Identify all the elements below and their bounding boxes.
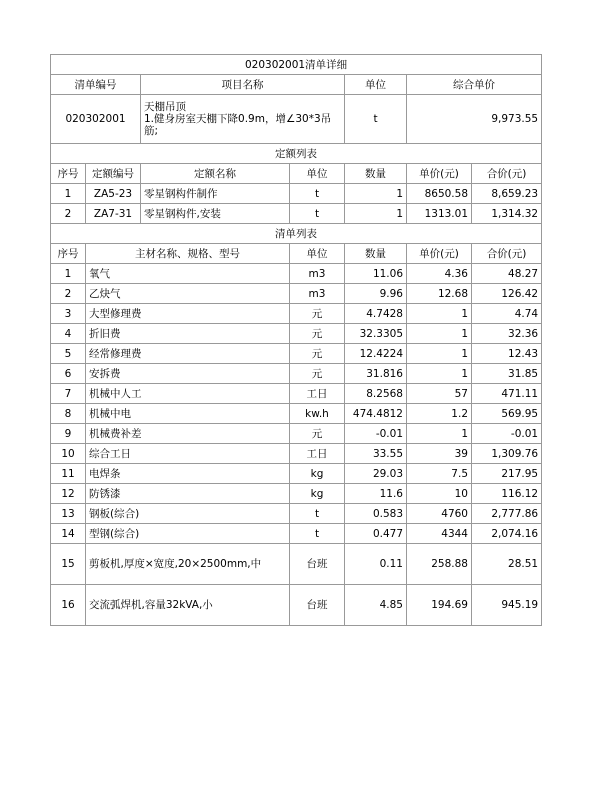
material-name: 机械中人工 [86,384,290,404]
item-code: 020302001 [51,95,141,144]
material-qty: 11.06 [345,264,407,284]
material-name: 交流弧焊机,容量32kVA,小 [86,585,290,626]
material-seq: 8 [51,404,86,424]
material-row [51,524,542,544]
material-row [51,364,542,384]
quota-row [51,204,542,224]
material-name: 防锈漆 [86,484,290,504]
quota-header-qty: 数量 [345,164,407,184]
material-qty: 0.11 [345,544,407,585]
material-unit: m3 [290,284,345,304]
quota-header-row [51,164,542,184]
material-qty: 29.03 [345,464,407,484]
material-price: 258.88 [407,544,472,585]
material-seq: 6 [51,364,86,384]
material-qty: -0.01 [345,424,407,444]
material-total: 126.42 [472,284,542,304]
quota-seq: 1 [51,184,86,204]
material-seq: 5 [51,344,86,364]
material-qty: 0.477 [345,524,407,544]
quota-header-name: 定额名称 [141,164,290,184]
material-price: 4.36 [407,264,472,284]
item-header-row [51,75,542,95]
material-price: 39 [407,444,472,464]
material-section-row [51,224,542,244]
material-price: 1 [407,324,472,344]
material-row [51,404,542,424]
material-seq: 12 [51,484,86,504]
material-name: 乙炔气 [86,284,290,304]
material-qty: 11.6 [345,484,407,504]
quota-unit: t [290,184,345,204]
material-qty: 12.4224 [345,344,407,364]
material-seq: 3 [51,304,86,324]
material-name: 机械中电 [86,404,290,424]
material-qty: 8.2568 [345,384,407,404]
material-total: 569.95 [472,404,542,424]
material-unit: m3 [290,264,345,284]
material-qty: 474.4812 [345,404,407,424]
material-row [51,464,542,484]
material-section-title: 清单列表 [51,224,542,244]
bill-detail-table [50,54,542,626]
material-unit: 元 [290,424,345,444]
quota-price: 1313.01 [407,204,472,224]
material-price: 4760 [407,504,472,524]
material-price: 12.68 [407,284,472,304]
material-name: 电焊条 [86,464,290,484]
material-unit: kw.h [290,404,345,424]
header-price: 综合单价 [407,75,542,95]
item-name-line2: 1.健身房室天棚下降0.9m，增∠30*3吊筋; [144,113,332,137]
material-price: 1.2 [407,404,472,424]
quota-total: 8,659.23 [472,184,542,204]
material-qty: 4.7428 [345,304,407,324]
header-unit: 单位 [345,75,407,95]
material-row [51,284,542,304]
quota-header-seq: 序号 [51,164,86,184]
material-name: 机械费补差 [86,424,290,444]
material-qty: 9.96 [345,284,407,304]
material-unit: kg [290,464,345,484]
material-total: 1,309.76 [472,444,542,464]
material-row [51,544,542,585]
material-seq: 4 [51,324,86,344]
material-price: 10 [407,484,472,504]
material-row [51,504,542,524]
material-name: 折旧费 [86,324,290,344]
material-total: 12.43 [472,344,542,364]
material-total: 471.11 [472,384,542,404]
material-row [51,444,542,464]
material-name: 钢板(综合) [86,504,290,524]
material-row [51,344,542,364]
material-seq: 14 [51,524,86,544]
material-qty: 31.816 [345,364,407,384]
material-unit: 元 [290,324,345,344]
material-qty: 32.3305 [345,324,407,344]
quota-header-price: 单价(元) [407,164,472,184]
quota-price: 8650.58 [407,184,472,204]
material-total: 2,777.86 [472,504,542,524]
material-price: 1 [407,304,472,324]
quota-section-title: 定额列表 [51,144,542,164]
material-name: 安拆费 [86,364,290,384]
material-total: 31.85 [472,364,542,384]
material-qty: 33.55 [345,444,407,464]
material-total: 32.36 [472,324,542,344]
material-header-total: 合价(元) [472,244,542,264]
material-price: 7.5 [407,464,472,484]
material-seq: 2 [51,284,86,304]
material-price: 1 [407,364,472,384]
header-code: 清单编号 [51,75,141,95]
material-row [51,384,542,404]
material-unit: t [290,504,345,524]
material-total: -0.01 [472,424,542,444]
quota-total: 1,314.32 [472,204,542,224]
material-name: 剪板机,厚度×宽度,20×2500mm,中 [86,544,290,585]
material-total: 116.12 [472,484,542,504]
material-unit: 元 [290,364,345,384]
material-unit: t [290,524,345,544]
quota-header-code: 定额编号 [86,164,141,184]
material-price: 4344 [407,524,472,544]
item-unit: t [345,95,407,144]
material-seq: 11 [51,464,86,484]
material-total: 2,074.16 [472,524,542,544]
quota-code: ZA7-31 [86,204,141,224]
header-name: 项目名称 [141,75,345,95]
material-header-unit: 单位 [290,244,345,264]
quota-unit: t [290,204,345,224]
material-price: 57 [407,384,472,404]
material-name: 型钢(综合) [86,524,290,544]
item-name [141,95,345,144]
material-unit: 台班 [290,585,345,626]
material-header-name: 主材名称、规格、型号 [86,244,290,264]
material-header-qty: 数量 [345,244,407,264]
material-name: 综合工日 [86,444,290,464]
material-seq: 16 [51,585,86,626]
material-row [51,304,542,324]
material-total: 217.95 [472,464,542,484]
material-name: 经常修理费 [86,344,290,364]
material-name: 氧气 [86,264,290,284]
material-row [51,264,542,284]
material-seq: 15 [51,544,86,585]
material-seq: 13 [51,504,86,524]
material-unit: 台班 [290,544,345,585]
quota-seq: 2 [51,204,86,224]
quota-qty: 1 [345,184,407,204]
material-unit: 元 [290,344,345,364]
material-seq: 1 [51,264,86,284]
quota-name: 零星钢构件制作 [141,184,290,204]
material-name: 大型修理费 [86,304,290,324]
material-unit: 工日 [290,444,345,464]
material-seq: 10 [51,444,86,464]
quota-section-row [51,144,542,164]
material-header-price: 单价(元) [407,244,472,264]
quota-row [51,184,542,204]
material-price: 1 [407,344,472,364]
quota-qty: 1 [345,204,407,224]
table-title: 020302001清单详细 [51,55,542,75]
material-qty: 4.85 [345,585,407,626]
material-total: 48.27 [472,264,542,284]
item-price: 9,973.55 [407,95,542,144]
material-seq: 7 [51,384,86,404]
material-qty: 0.583 [345,504,407,524]
material-row [51,424,542,444]
quota-code: ZA5-23 [86,184,141,204]
item-row [51,95,542,144]
item-name-line1: 天棚吊顶 [144,101,186,113]
material-price: 1 [407,424,472,444]
material-unit: 元 [290,304,345,324]
quota-header-total: 合价(元) [472,164,542,184]
material-row [51,585,542,626]
material-total: 4.74 [472,304,542,324]
material-price: 194.69 [407,585,472,626]
quota-header-unit: 单位 [290,164,345,184]
quota-name: 零星钢构件,安装 [141,204,290,224]
material-header-row [51,244,542,264]
material-row [51,484,542,504]
material-total: 945.19 [472,585,542,626]
material-total: 28.51 [472,544,542,585]
material-unit: 工日 [290,384,345,404]
material-unit: kg [290,484,345,504]
material-header-seq: 序号 [51,244,86,264]
material-row [51,324,542,344]
material-seq: 9 [51,424,86,444]
title-row [51,55,542,75]
